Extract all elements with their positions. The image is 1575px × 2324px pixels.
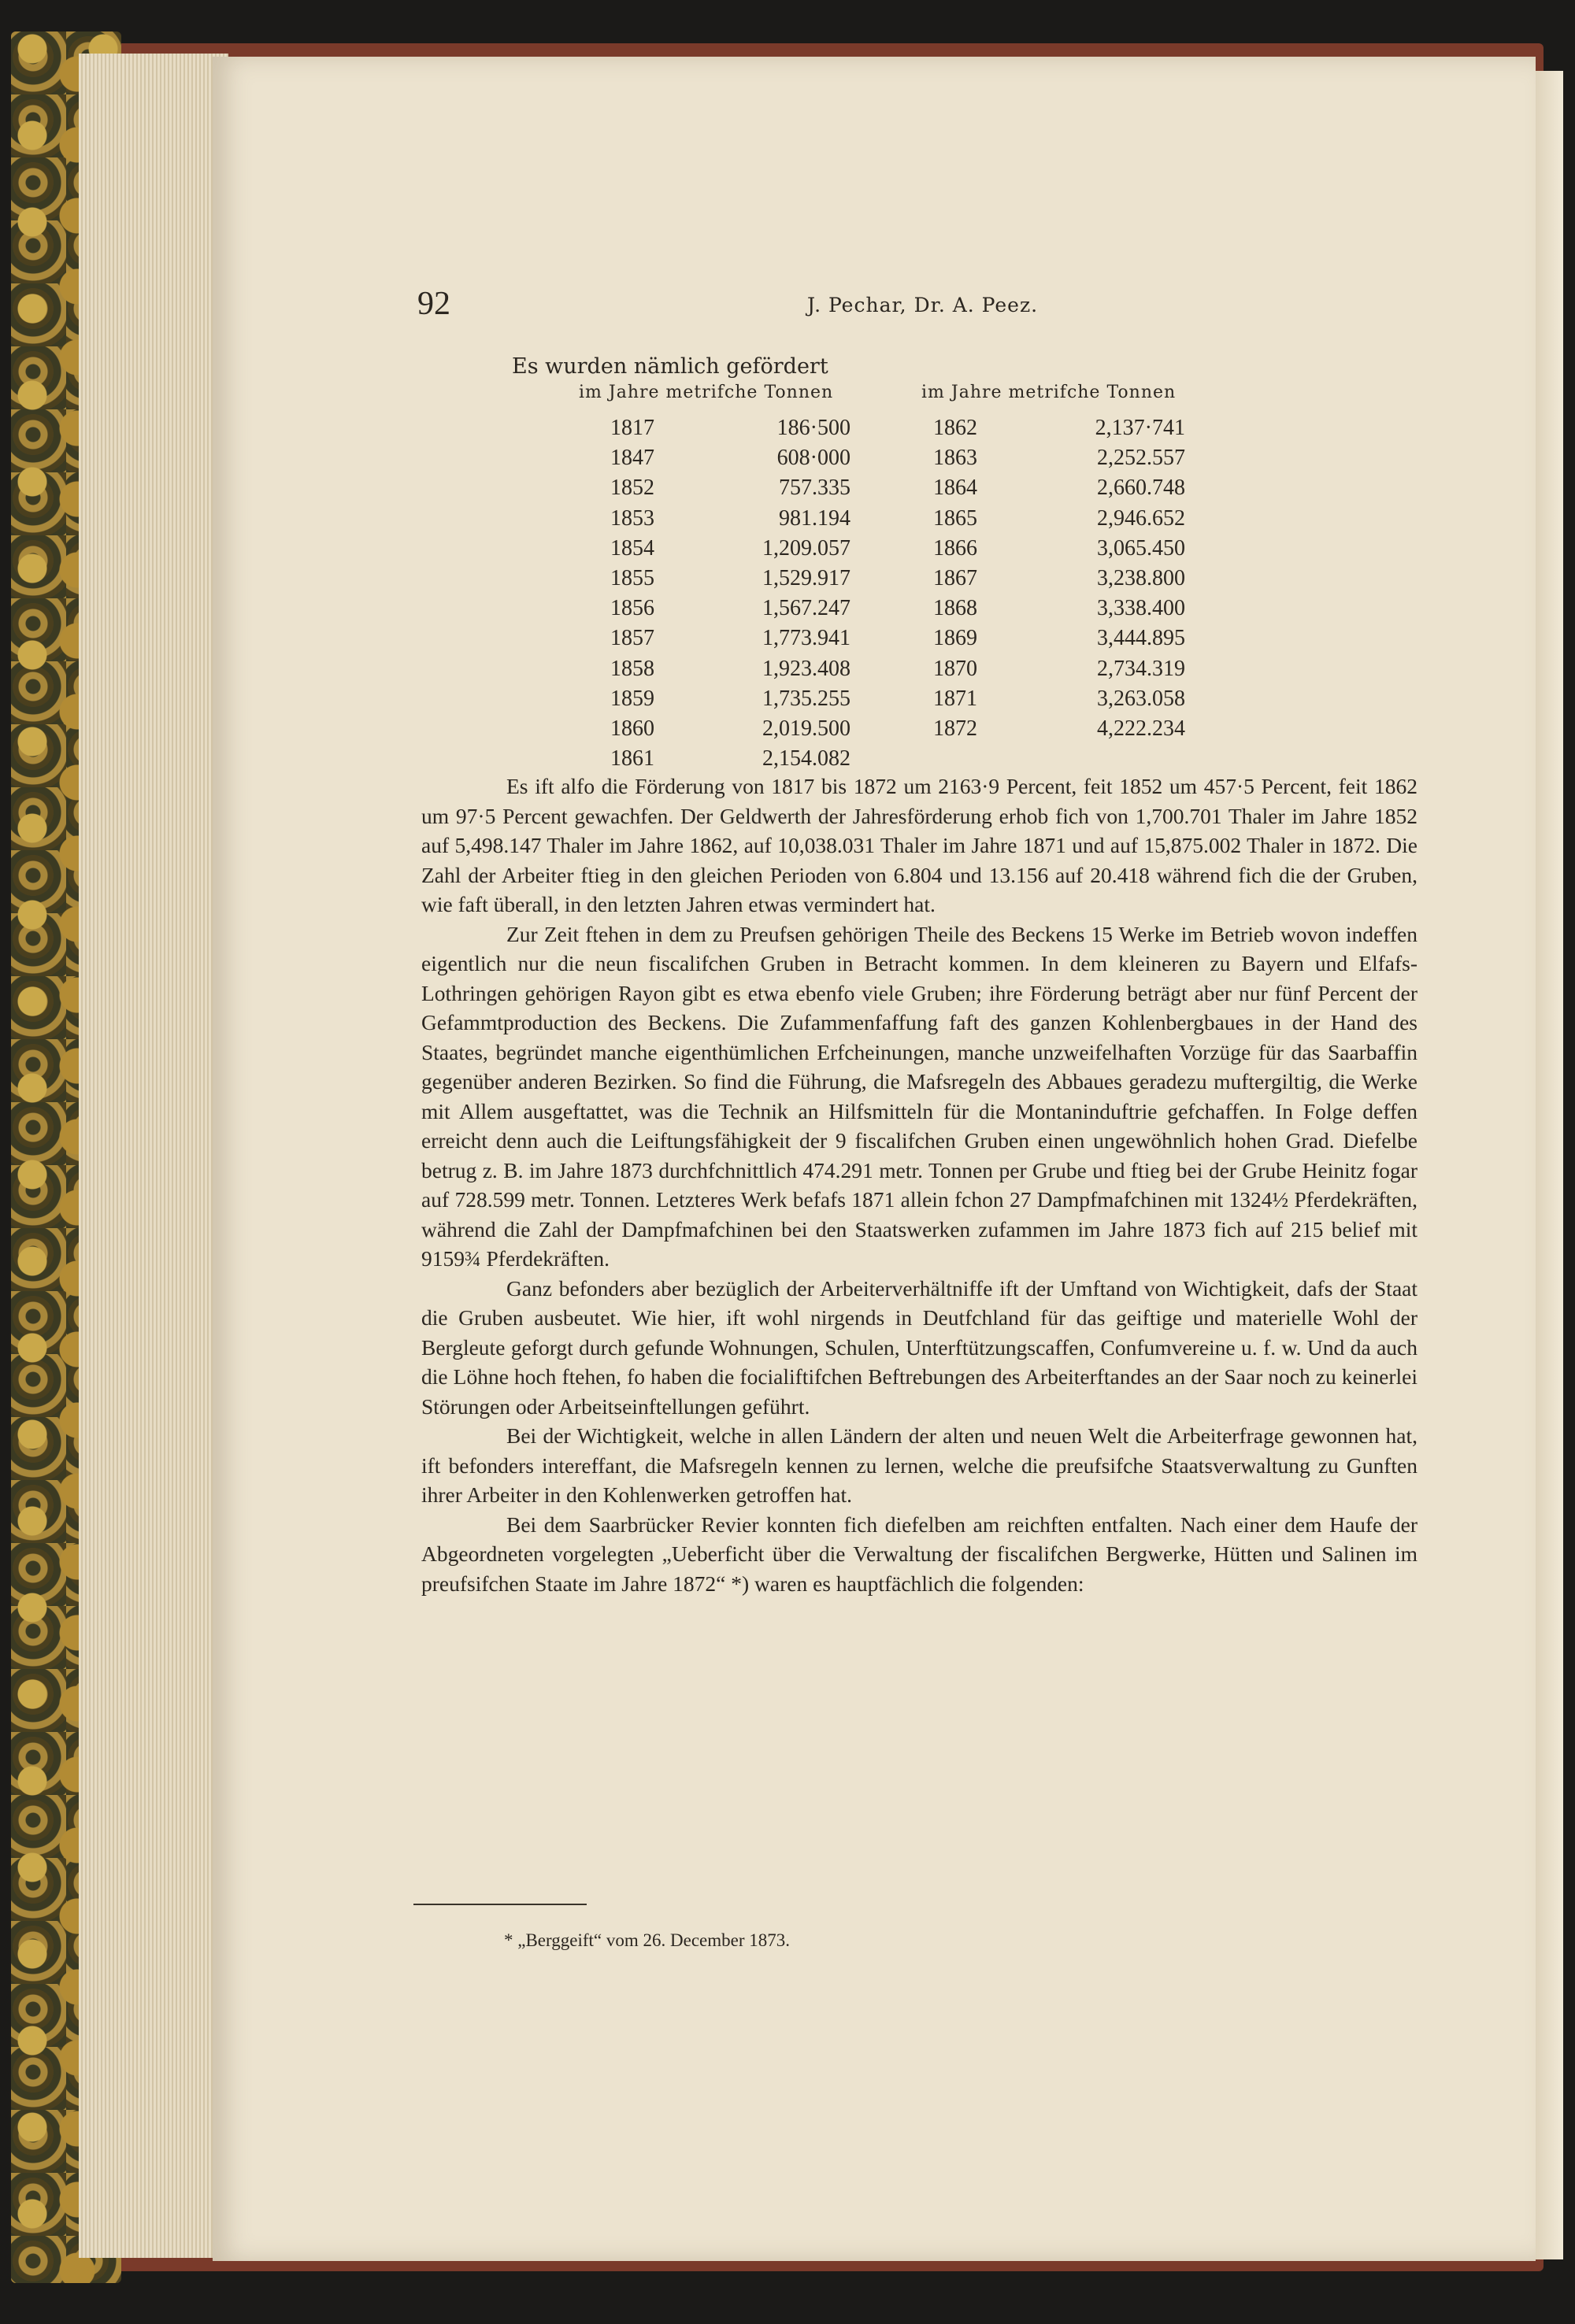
body-text (421, 772, 1418, 1598)
table-year: 1853 (610, 505, 654, 531)
paragraph: Es ift alfo die Förderung von 1817 bis 1872 um 2163·9 Percent, feit 1852 um 457·5 Percent, feit 1862 um 97·5 Percent gewachfen. Der Geldwerth der Jahresförderung erhob fich von 1,700.701 Thaler im Jahre 1852 auf 5,498.147 Thaler im Jahre 1862, auf 10,038.031 Thaler im Jahre 1871 und auf 15,875.002 Thaler in 1872. Die Zahl der Arbeiter ftieg in den gleichen Perioden von 6.804 und 13.156 auf 20.418 während fich die der Gruben, wie faft überall, in den letzten Jahren etwas vermindert hat. (421, 774, 1418, 916)
table-value: 2,154.082 (762, 746, 850, 772)
table-value: 2,137·741 (1095, 416, 1185, 440)
table-right-header: im Jahre metrifche Tonnen (921, 383, 1177, 402)
table-year: 1817 (610, 416, 654, 440)
table-value: 1,923.408 (762, 656, 850, 681)
table-value: 2,019.500 (762, 716, 850, 741)
table-value: 3,065.450 (1097, 535, 1185, 561)
table-year: 1869 (933, 626, 977, 651)
table-value: 1,735.255 (762, 686, 850, 711)
table-year: 1862 (933, 416, 977, 440)
table-year: 1865 (933, 505, 977, 531)
table-year: 1854 (610, 535, 654, 561)
table-value: 2,946.652 (1097, 505, 1185, 531)
table-year: 1847 (610, 446, 654, 471)
table-value: 3,444.895 (1097, 626, 1185, 651)
table-year: 1863 (933, 446, 977, 471)
table-year: 1858 (610, 656, 654, 681)
table-year: 1866 (933, 535, 977, 561)
table-year: 1870 (933, 656, 977, 681)
table-year: 1860 (610, 716, 654, 741)
table-year: 1872 (933, 716, 977, 741)
table-year: 1857 (610, 626, 654, 651)
footnote: * „Berggeift“ vom 26. December 1873. (504, 1930, 790, 1950)
table-value: 3,338.400 (1097, 596, 1185, 621)
table-value: 757.335 (779, 476, 850, 501)
paragraph: Ganz befonders aber bezüglich der Arbeiterverhältniffe ift der Umftand von Wichtigkeit, dafs der Staat die Gruben ausbeutet. Wie hier, ift wohl nirgends in Deutfchland für das geiftige und materielle Wohl der Bergleute geforgt durch gefunde Wohnungen, Schulen, Unterftützungscaffen, Confumvereine u. f. w. Und da auch die Löhne hoch ftehen, fo haben die focialiftifchen Beftrebungen des Arbeiterftandes an der Saar noch zu keinerlei Störungen oder Arbeitseinftellungen geführt. (421, 1275, 1418, 1419)
table-value: 1,567.247 (762, 596, 850, 621)
table-year: 1855 (610, 566, 654, 590)
table-value: 186·500 (776, 416, 850, 440)
table-value: 4,222.234 (1097, 716, 1185, 741)
table-value: 981.194 (779, 505, 850, 531)
table-value: 1,529.917 (762, 566, 850, 590)
table-year: 1861 (610, 746, 654, 772)
table-year: 1871 (933, 686, 977, 711)
table-value: 1,773.941 (762, 626, 850, 651)
paragraph: Bei der Wichtigkeit, welche in allen Ländern der alten und neuen Welt die Arbeiterfrage gewonnen hat, ift befonders intereffant, die Mafsregeln kennen zu lernen, welche die preufsifche Staatsverwaltung zu Gunften ihrer Arbeiter in den Kohlenwerken getroffen hat. (421, 1423, 1418, 1507)
table-value: 2,734.319 (1097, 656, 1185, 681)
table-value: 2,660.748 (1097, 476, 1185, 501)
table-value: 3,263.058 (1097, 686, 1185, 711)
paragraph: Bei dem Saarbrücker Revier konnten fich diefelben am reichften entfalten. Nach einer dem Haufe der Abgeordneten vorgelegten „Ueberficht über die Verwaltung der fiscalifchen Bergwerke, Hütten und Salinen im preufsifchen Staate im Jahre 1872“ *) waren es hauptfächlich die folgenden: (421, 1512, 1418, 1596)
page-stack-edge (79, 54, 228, 2258)
table-year: 1864 (933, 476, 977, 501)
table-value: 608·000 (776, 446, 850, 471)
table-value: 3,238.800 (1097, 566, 1185, 590)
table-intro: Es wurden nämlich gefördert (512, 354, 828, 379)
page-number: 92 (417, 286, 450, 322)
table-year: 1867 (933, 566, 977, 590)
running-header: J. Pechar, Dr. A. Peez. (807, 294, 1039, 316)
footnote-rule (413, 1904, 587, 1905)
table-year: 1868 (933, 596, 977, 621)
table-value: 2,252.557 (1097, 446, 1185, 471)
table-year: 1856 (610, 596, 654, 621)
table-value: 1,209.057 (762, 535, 850, 561)
table-year: 1859 (610, 686, 654, 711)
table-left-header: im Jahre metrifche Tonnen (579, 383, 834, 402)
paragraph: Zur Zeit ftehen in dem zu Preufsen gehörigen Theile des Beckens 15 Werke im Betrieb wovon indeffen eigentlich nur die neun fiscalifchen Gruben in Betracht kommen. In dem kleineren zu Bayern und Elfafs-Lothringen gehörigen Rayon gibt es etwa ebenfo viele Gruben; ihre Förderung beträgt aber nur fünf Percent der Gefammtproduction des Beckens. Die Zufammenfaffung faft des ganzen Kohlenbergbaues in der Hand des Staates, begründet manche eigenthümlichen Erfcheinungen, manche unzweifelhaften Vorzüge für das Saarbaffin gegenüber anderen Bezirken. So find die Führung, die Mafsregeln des Abbaues geradezu muftergiltig, die Werke mit Allem ausgeftattet, was die Technik an Hilfsmitteln für die Montaninduftrie gefchaffen. In Folge deffen erreicht denn auch die Leiftungsfähigkeit der 9 fiscalifchen Gruben einen ungewöhnlich hohen Grad. Diefelbe betrug z. B. im Jahre 1873 durchfchnittlich 474.291 metr. Tonnen per Grube und ftieg bei der Grube Heinitz fogar auf 728.599 metr. Tonnen. Letzteres Werk befafs 1871 allein fchon 27 Dampfmafchinen mit 1324½ Pferdekräften, während die Zahl der Dampfmafchinen bei den Staatswerken zufammen im Jahre 1873 fich auf 215 belief mit 9159¾ Pferdekräften. (421, 921, 1418, 1271)
table-year: 1852 (610, 476, 654, 501)
